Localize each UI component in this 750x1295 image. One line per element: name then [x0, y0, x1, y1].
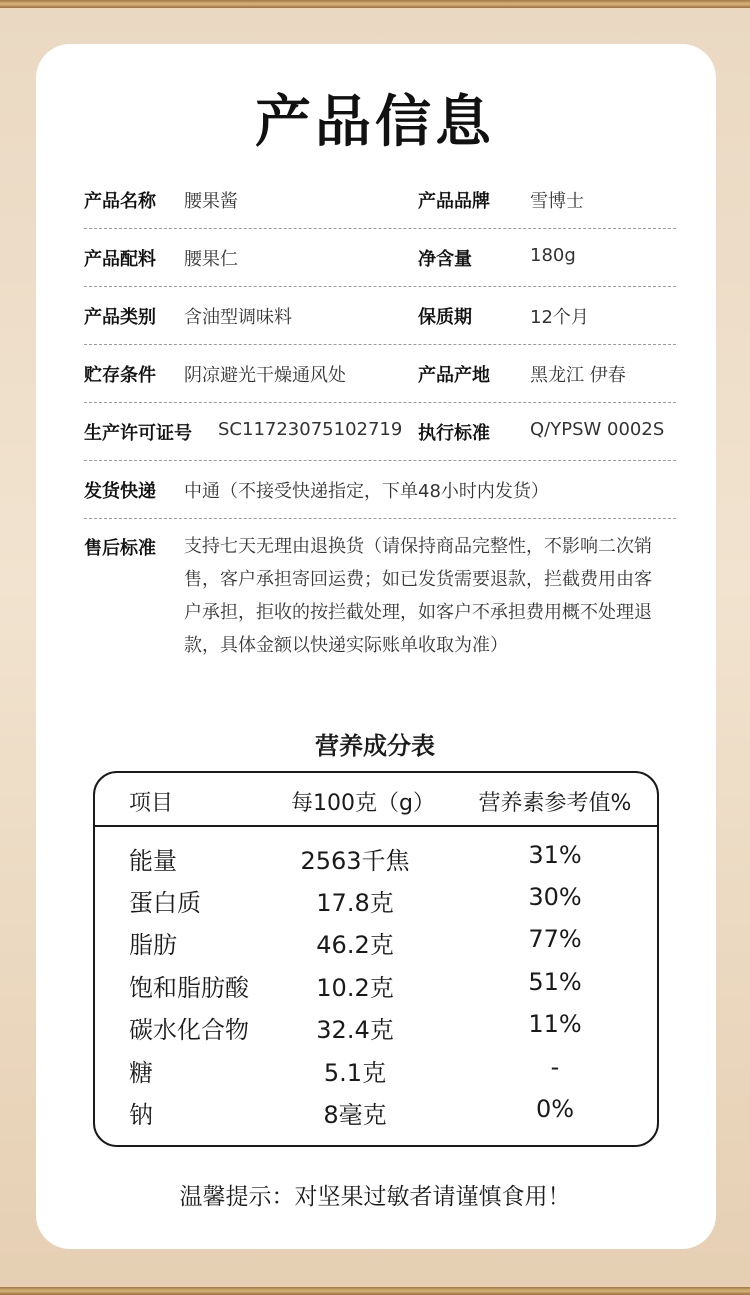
label-brand: 产品品牌 — [418, 191, 490, 212]
nutrient-name: 能量 — [129, 847, 177, 875]
header-per-100g: 每100克（g） — [291, 791, 435, 816]
label-ingredients: 产品配料 — [84, 249, 156, 270]
nutrient-amount: 8毫克 — [323, 1101, 387, 1129]
nutrient-name: 饱和脂肪酸 — [129, 974, 249, 1002]
label-shipping: 发货快递 — [84, 481, 156, 502]
nutrient-name: 脂肪 — [129, 931, 177, 959]
nutrient-name: 碳水化合物 — [129, 1016, 249, 1044]
nutrient-name: 糖 — [129, 1059, 153, 1087]
nutrient-nrv: 11% — [528, 1010, 582, 1038]
value-shelf-life: 12个月 — [530, 307, 589, 328]
info-row-ingredients — [84, 228, 676, 287]
nutrient-nrv: 51% — [528, 968, 582, 996]
nutrient-amount: 46.2克 — [316, 931, 394, 959]
nutrition-title: 营养成分表 — [315, 732, 435, 760]
bottom-gold-border — [0, 1287, 750, 1295]
allergy-tip: 温馨提示：对坚果过敏者请谨慎食用！ — [179, 1184, 571, 1210]
info-row-storage — [84, 344, 676, 403]
label-shelf-life: 保质期 — [418, 307, 472, 328]
table-row — [95, 1091, 657, 1133]
table-row — [95, 879, 657, 921]
nutrient-amount: 10.2克 — [316, 974, 394, 1002]
label-origin: 产品产地 — [418, 365, 490, 386]
label-storage: 贮存条件 — [84, 365, 156, 386]
nutrient-nrv: - — [550, 1053, 560, 1081]
table-row — [95, 837, 657, 879]
nutrient-name: 钠 — [129, 1101, 153, 1129]
label-net-content: 净含量 — [418, 249, 472, 270]
label-product-name: 产品名称 — [84, 191, 156, 212]
header-nrv: 营养素参考值% — [478, 791, 632, 816]
value-category: 含油型调味料 — [184, 307, 292, 328]
nutrient-nrv: 30% — [528, 883, 582, 911]
nutrient-amount: 2563千焦 — [300, 847, 410, 875]
value-net-content: 180g — [530, 245, 576, 266]
value-license: SC11723075102719 — [218, 419, 403, 440]
top-gold-border — [0, 0, 750, 8]
nutrient-nrv: 31% — [528, 841, 582, 869]
value-shipping: 中通（不接受快递指定，下单48小时内发货） — [184, 481, 549, 502]
info-row-category — [84, 286, 676, 345]
value-storage: 阴凉避光干燥通风处 — [184, 365, 346, 386]
info-row-shipping — [84, 460, 676, 519]
nutrient-amount: 32.4克 — [316, 1016, 394, 1044]
nutrition-header — [95, 773, 657, 827]
header-item: 项目 — [129, 791, 174, 816]
nutrition-table — [93, 771, 659, 1147]
table-row — [95, 921, 657, 963]
label-after-sales: 售后标准 — [84, 538, 156, 559]
info-row-license — [84, 402, 676, 461]
info-row-brand — [84, 170, 676, 229]
value-ingredients: 腰果仁 — [184, 249, 238, 270]
label-standard: 执行标准 — [418, 423, 490, 444]
label-category: 产品类别 — [84, 307, 156, 328]
nutrient-amount: 5.1克 — [323, 1059, 387, 1087]
page-title: 产品信息 — [255, 89, 495, 155]
value-brand: 雪博士 — [530, 191, 584, 212]
label-license: 生产许可证号 — [84, 423, 192, 444]
value-after-sales: 支持七天无理由退换货（请保持商品完整性，不影响二次销售，客户承担寄回运费；如已发货需要退款，拦截费用由客户承担，拒收的按拦截处理，如客户不承担费用概不处理退款，具体金额以快递实际账单收取为准） — [184, 536, 652, 656]
nutrient-amount: 17.8克 — [316, 889, 394, 917]
nutrient-name: 蛋白质 — [129, 889, 201, 917]
table-row — [95, 1006, 657, 1048]
nutrient-nrv: 77% — [528, 925, 582, 953]
value-origin: 黑龙江 伊春 — [530, 365, 626, 386]
value-standard: Q/YPSW 0002S — [530, 419, 665, 440]
table-row — [95, 1049, 657, 1091]
value-product-name: 腰果酱 — [184, 191, 238, 212]
nutrient-nrv: 0% — [535, 1095, 575, 1123]
table-row — [95, 964, 657, 1006]
